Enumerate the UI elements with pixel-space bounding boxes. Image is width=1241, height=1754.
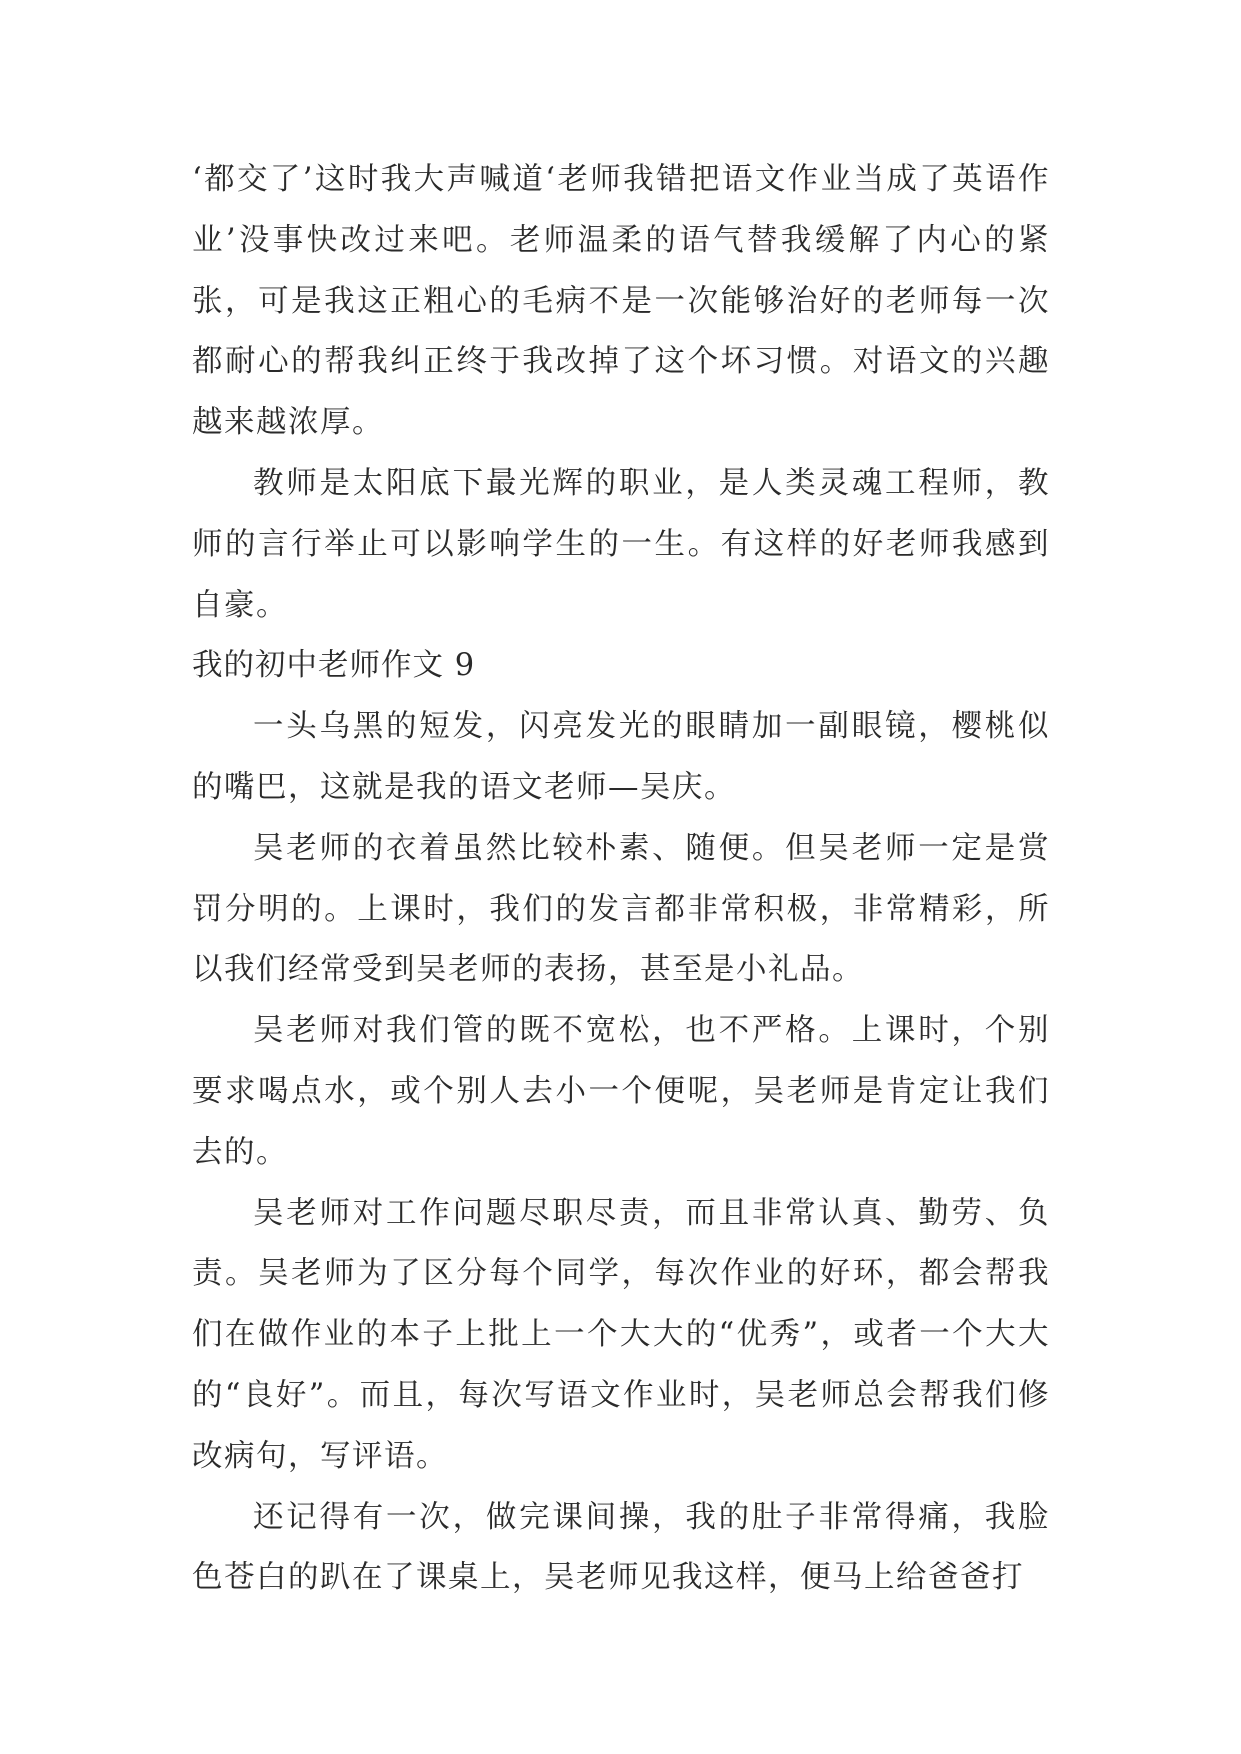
paragraph: 一头乌黑的短发，闪亮发光的眼睛加一副眼镜，樱桃似的嘴巴，这就是我的语文老师—吴庆。 <box>192 709 1050 805</box>
section-heading: 我的初中老师作文 9 <box>192 648 476 684</box>
paragraph: 教师是太阳底下最光辉的职业，是人类灵魂工程师，教师的言行举止可以影响学生的一生。有这样的好老师我感到自豪。 <box>192 465 1050 623</box>
paragraph: 还记得有一次，做完课间操，我的肚子非常得痛，我脸色苍白的趴在了课桌上，吴老师见我这样，便马上给爸爸打 <box>192 1499 1050 1596</box>
document-page <box>192 150 1050 1609</box>
paragraph: 吴老师的衣着虽然比较朴素、随便。但吴老师一定是赏罚分明的。上课时，我们的发言都非常积极，非常精彩，所以我们经常受到吴老师的表扬，甚至是小礼品。 <box>192 830 1050 988</box>
paragraph-continued: ‘都交了’这时我大声喊道‘老师我错把语文作业当成了英语作业’没事快改过来吧。老师温柔的语气替我缓解了内心的紧张，可是我这正粗心的毛病不是一次能够治好的老师每一次都耐心的帮我纠正终于我改掉了这个坏习惯。对语文的兴趣越来越浓厚。 <box>192 162 1050 441</box>
paragraph: 吴老师对我们管的既不宽松，也不严格。上课时，个别要求喝点水，或个别人去小一个便呢，吴老师是肯定让我们去的。 <box>192 1013 1050 1170</box>
paragraph: 吴老师对工作问题尽职尽责，而且非常认真、勤劳、负责。吴老师为了区分每个同学，每次作业的好环，都会帮我们在做作业的本子上批上一个大大的“优秀”，或者一个大大的“良好”。而且，每次写语文作业时，吴老师总会帮我们修改病句，写评语。 <box>192 1195 1050 1474</box>
